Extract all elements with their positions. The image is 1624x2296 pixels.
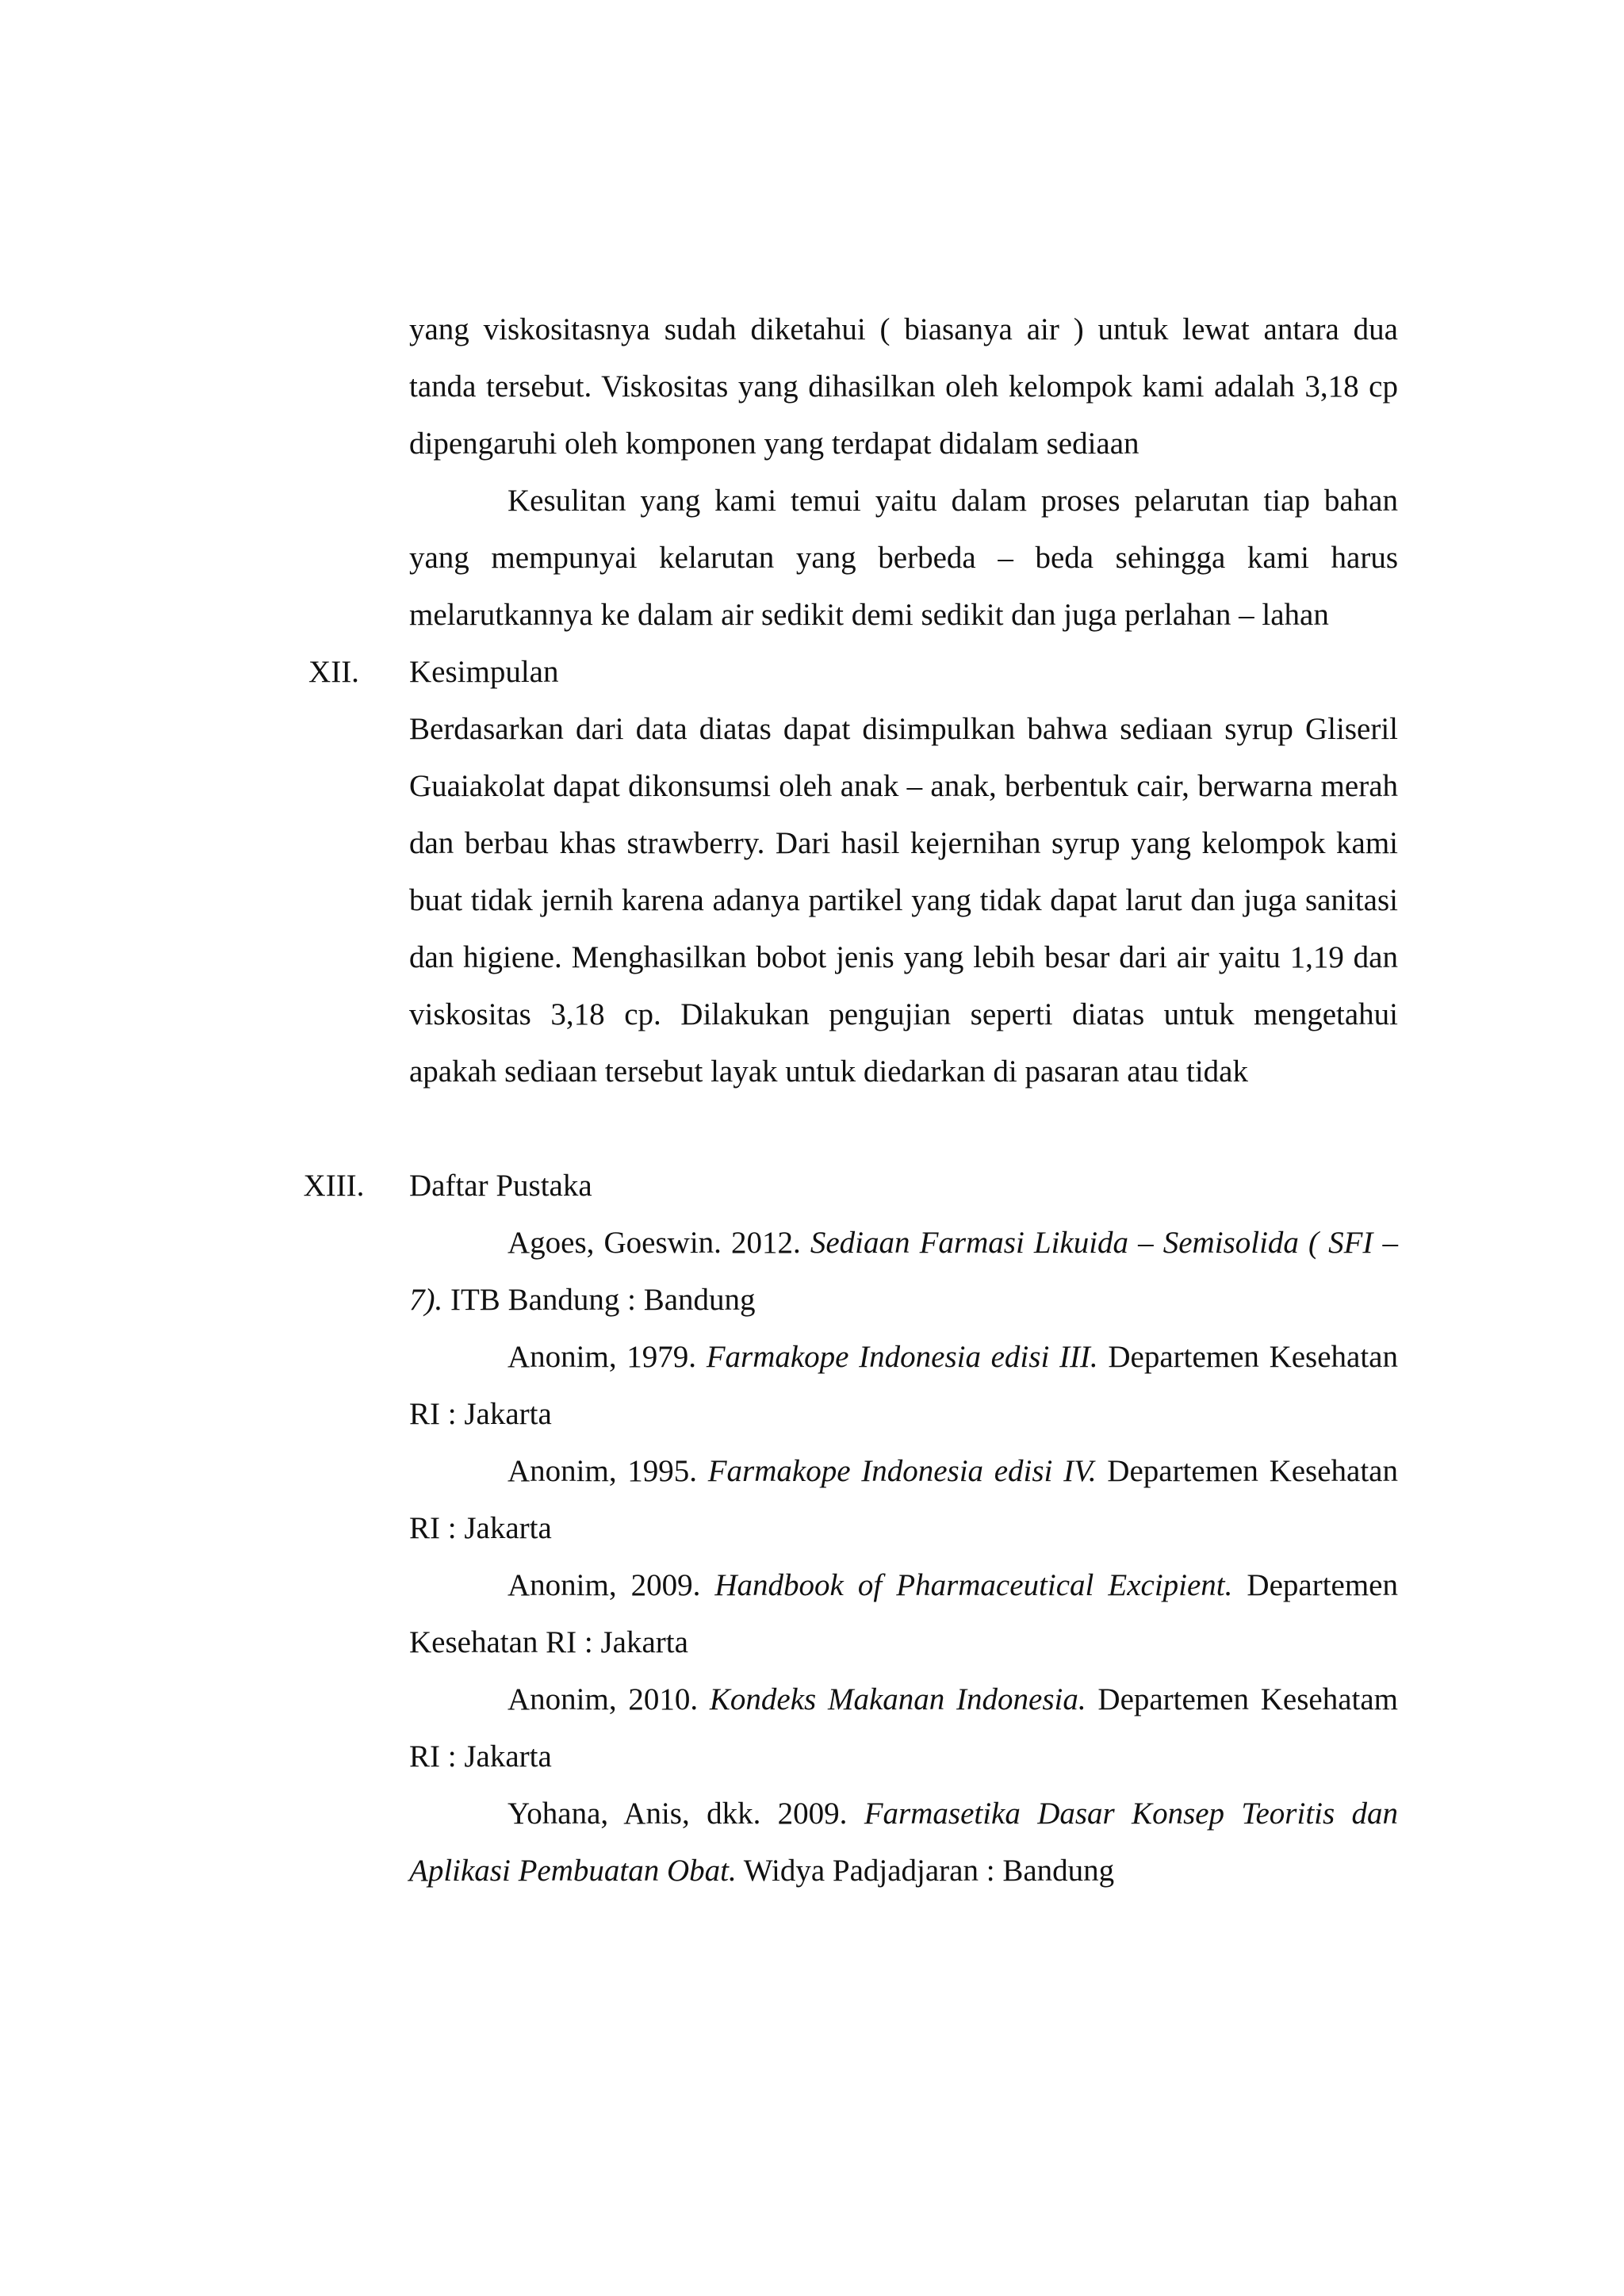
reference-title: Farmakope Indonesia edisi IV. [707,1454,1097,1488]
reference-title: Sediaan Farmasi Likuida – Semisolida ( SFI – 7). [409,1226,1398,1317]
reference-publisher: Departemen Kesehatan RI : Jakarta [409,1454,1398,1545]
reference-publisher: Departemen Kesehatan RI : Jakarta [409,1340,1398,1431]
difficulty-paragraph: Kesulitan yang kami temui yaitu dalam proses pelarutan tiap bahan yang mempunyai kelarutan yang berbeda – beda sehingga kami harus melarutkannya ke dalam air sedikit demi sedikit dan juga perlahan – lahan [409,484,1398,632]
reference-author-year: Yohana, Anis, dkk. 2009. [508,1797,864,1831]
reference-publisher: Departemen Kesehatan RI : Jakarta [409,1568,1398,1659]
reference-item [409,1785,1398,1900]
reference-title: Farmasetika Dasar Konsep Teoritis dan Aplikasi Pembuatan Obat. [409,1797,1398,1888]
section-title: Kesimpulan [409,655,559,689]
reference-item [409,1215,1398,1329]
section-number: XII. [308,655,359,689]
reference-title: Handbook of Pharmaceutical Excipient. [714,1568,1233,1602]
reference-publisher: ITB Bandung : Bandung [442,1283,756,1317]
reference-item [409,1443,1398,1557]
reference-item [409,1557,1398,1671]
reference-author-year: Anonim, 2009. [508,1568,715,1602]
reference-publisher: Departemen Kesehatam RI : Jakarta [409,1682,1398,1774]
section-number: XIII. [303,1169,365,1203]
reference-author-year: Anonim, 2010. [508,1682,710,1716]
section-kesimpulan [308,644,1398,1100]
reference-item [409,1329,1398,1443]
conclusion-paragraph: Berdasarkan dari data diatas dapat disimpulkan bahwa sediaan syrup Gliseril Guaiakolat dapat dikonsumsi oleh anak – anak, berbentuk cair, berwarna merah dan berbau khas strawberry. Dari hasil kejernihan syrup yang kelompok kami buat tidak jernih karena adanya partikel yang tidak dapat larut dan juga sanitasi dan higiene. Menghasilkan bobot jenis yang lebih besar dari air yaitu 1,19 dan viskositas 3,18 cp. Dilakukan pengujian seperti diatas untuk mengetahui apakah sediaan tersebut layak untuk diedarkan di pasaran atau tidak [409,712,1398,1089]
continuation-text [409,301,1398,644]
reference-item [409,1671,1398,1785]
section-daftar-pustaka [303,1158,1398,1900]
reference-publisher: Widya Padjadjaran : Bandung [736,1854,1115,1888]
section-title: Daftar Pustaka [409,1169,592,1203]
reference-title: Kondeks Makanan Indonesia. [709,1682,1086,1716]
continuation-paragraph: yang viskositasnya sudah diketahui ( biasanya air ) untuk lewat antara dua tanda tersebut. Viskositas yang dihasilkan oleh kelompok kami adalah 3,18 cp dipengaruhi oleh komponen yang terdapat didalam sediaan [409,312,1398,461]
reference-title: Farmakope Indonesia edisi III. [706,1340,1098,1374]
reference-author-year: Anonim, 1995. [508,1454,708,1488]
reference-author-year: Anonim, 1979. [508,1340,707,1374]
reference-author-year: Agoes, Goeswin. 2012. [508,1226,810,1260]
